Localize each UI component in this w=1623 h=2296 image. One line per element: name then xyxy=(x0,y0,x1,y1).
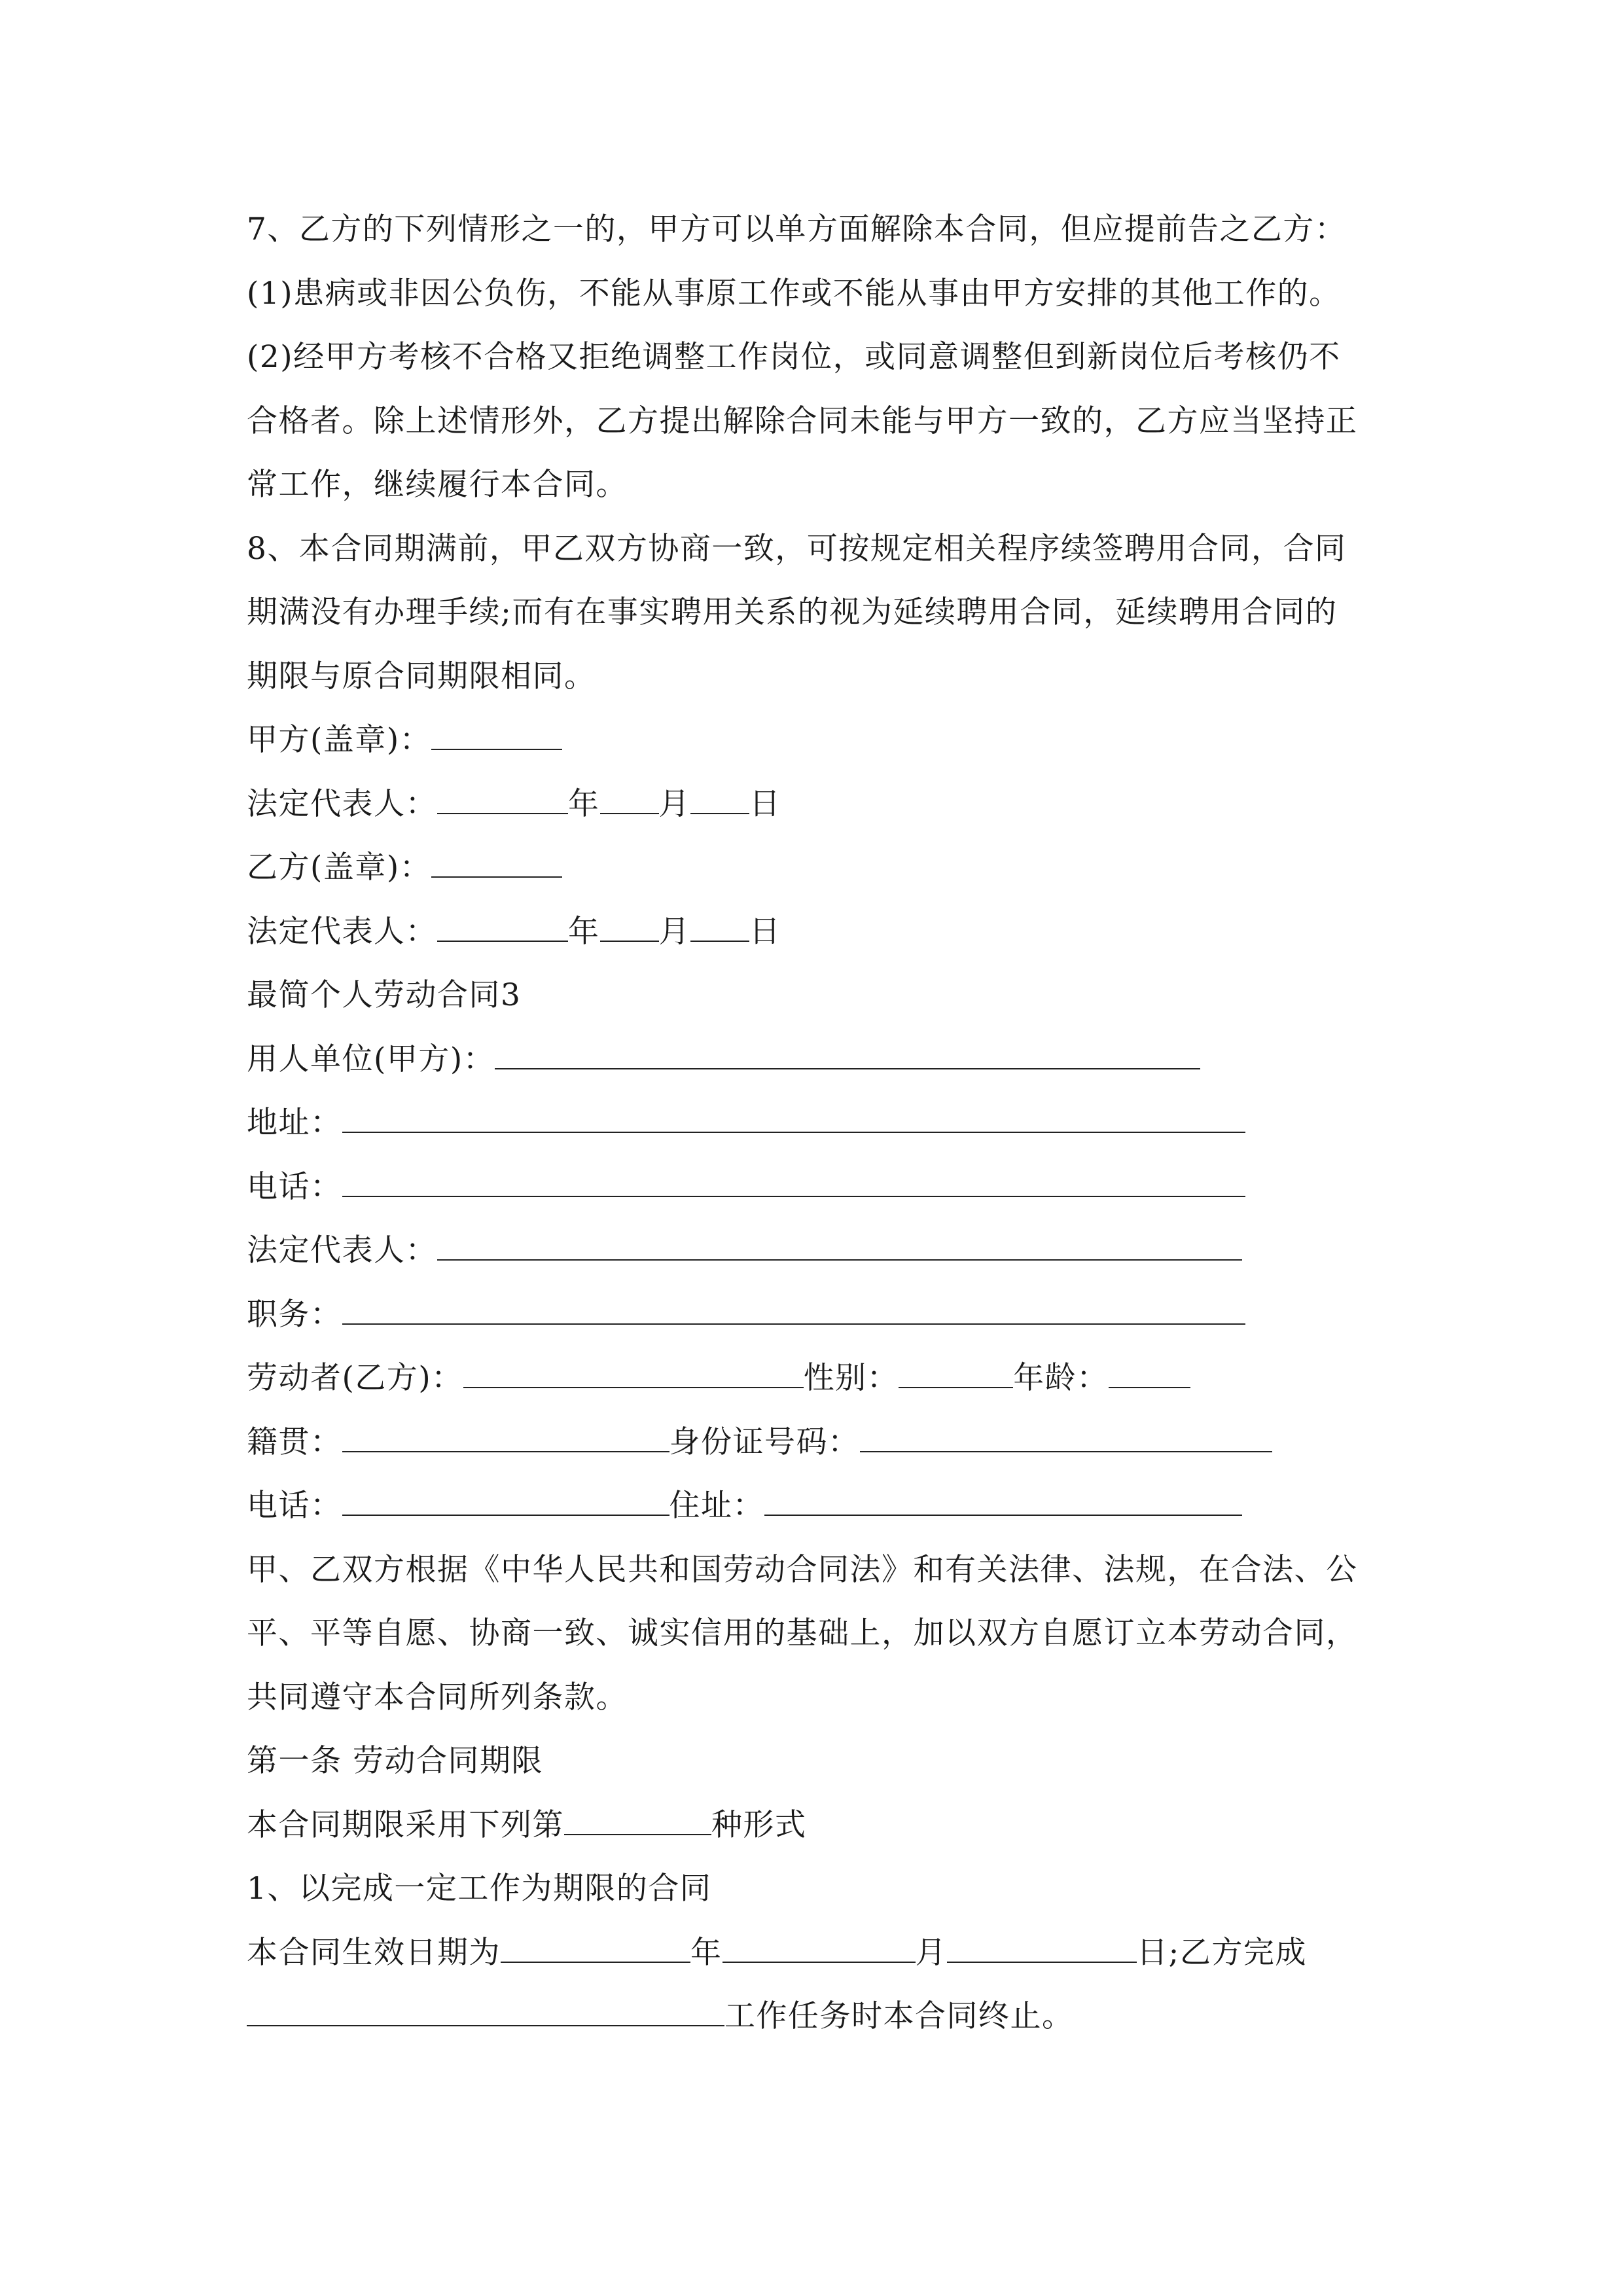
clause-8-end: 期限与原合同期限相同。 xyxy=(247,658,596,694)
address-row xyxy=(247,1091,1399,1155)
legal-rep-field-a[interactable] xyxy=(437,779,568,814)
employer-row xyxy=(247,1028,1399,1092)
clause-7-text: 7、乙方的下列情形之一的，甲方可以单方面解除本合同，但应提前告之乙方： xyxy=(247,211,1347,247)
month-label: 月 xyxy=(658,913,690,950)
term-form-row xyxy=(247,1793,1399,1857)
term-form-suffix: 种形式 xyxy=(711,1806,807,1843)
party-b-seal-row xyxy=(247,836,1399,900)
task-end-row xyxy=(247,1984,1399,2049)
preamble-line-2: 平、平等自愿、协商一致、诚实信用的基础上，加以双方自愿订立本劳动合同， xyxy=(247,1615,1358,1651)
id-number-label: 身份证号码： xyxy=(669,1424,860,1460)
effective-date-row xyxy=(247,1921,1399,1985)
effective-year-label: 年 xyxy=(690,1934,722,1971)
contract-3-title: 最简个人劳动合同3 xyxy=(247,977,522,1013)
position-label: 职务： xyxy=(247,1296,342,1333)
gender-field[interactable] xyxy=(899,1353,1013,1388)
day-field[interactable] xyxy=(690,906,749,942)
residence-field[interactable] xyxy=(764,1480,1242,1516)
legal-rep-field-c3[interactable] xyxy=(437,1225,1242,1261)
age-field[interactable] xyxy=(1109,1353,1190,1388)
preamble-line-3: 共同遵守本合同所列条款。 xyxy=(247,1679,628,1715)
party-b-seal-label: 乙方(盖章)： xyxy=(247,850,432,886)
party-b-seal-field[interactable] xyxy=(431,842,562,878)
origin-field[interactable] xyxy=(342,1417,669,1452)
legal-rep-label-b: 法定代表人： xyxy=(247,913,437,950)
task-contract-heading: 1、以完成一定工作为期限的合同 xyxy=(247,1871,712,1907)
position-field[interactable] xyxy=(342,1289,1245,1325)
effective-year-field[interactable] xyxy=(501,1928,690,1963)
party-a-seal-label: 甲方(盖章)： xyxy=(247,722,432,758)
legal-rep-row-c3 xyxy=(247,1219,1399,1283)
effective-day-field[interactable] xyxy=(947,1928,1137,1963)
day-label: 日 xyxy=(749,913,781,950)
phone-field[interactable] xyxy=(342,1162,1245,1197)
origin-row xyxy=(247,1410,1399,1475)
preamble-line-1: 甲、乙双方根据《中华人民共和国劳动合同法》和有关法律、法规，在合法、公 xyxy=(247,1551,1358,1588)
legal-rep-row-b xyxy=(247,900,1399,964)
effective-month-field[interactable] xyxy=(722,1928,916,1963)
month-field[interactable] xyxy=(600,906,659,942)
position-row xyxy=(247,1283,1399,1347)
clause-8-cont: 期满没有办理手续;而有在事实聘用关系的视为延续聘用合同，延续聘用合同的 xyxy=(247,594,1338,630)
day-label: 日 xyxy=(749,785,781,822)
phone-residence-row xyxy=(247,1474,1399,1538)
address-label: 地址： xyxy=(247,1105,342,1141)
day-field[interactable] xyxy=(690,779,749,814)
document-body xyxy=(247,198,1399,2049)
address-field[interactable] xyxy=(342,1098,1245,1133)
residence-label: 住址： xyxy=(669,1488,764,1524)
phone-row xyxy=(247,1155,1399,1219)
worker-phone-label: 电话： xyxy=(247,1488,342,1524)
party-b-completes-label: 日;乙方完成 xyxy=(1137,1934,1307,1971)
id-number-field[interactable] xyxy=(860,1417,1272,1452)
worker-field[interactable] xyxy=(463,1353,804,1388)
effective-month-label: 月 xyxy=(915,1934,947,1971)
age-label: 年龄： xyxy=(1013,1360,1109,1396)
worker-row xyxy=(247,1346,1399,1410)
clause-7-item-2-cont: 合格者。除上述情形外，乙方提出解除合同未能与甲方一致的，乙方应当坚持正 xyxy=(247,403,1358,439)
gender-label: 性别： xyxy=(803,1360,899,1396)
worker-phone-field[interactable] xyxy=(342,1480,669,1516)
year-label: 年 xyxy=(568,785,600,822)
month-field[interactable] xyxy=(600,779,659,814)
origin-label: 籍贯： xyxy=(247,1424,342,1460)
task-description-field[interactable] xyxy=(247,1991,724,2026)
party-a-seal-row xyxy=(247,708,1399,772)
clause-7-item-2: (2)经甲方考核不合格又拒绝调整工作岗位，或同意调整但到新岗位后考核仍不 xyxy=(247,339,1341,375)
employer-field[interactable] xyxy=(495,1034,1200,1069)
article-1-heading: 第一条 劳动合同期限 xyxy=(247,1743,543,1779)
legal-rep-field-b[interactable] xyxy=(437,906,568,942)
clause-8-text: 8、本合同期满前，甲乙双方协商一致，可按规定相关程序续签聘用合同，合同 xyxy=(247,530,1347,567)
clause-7-item-2-end: 常工作，继续履行本合同。 xyxy=(247,467,628,503)
party-a-seal-field[interactable] xyxy=(431,715,562,750)
phone-label: 电话： xyxy=(247,1168,342,1205)
term-form-prefix: 本合同期限采用下列第 xyxy=(247,1806,564,1843)
task-end-label: 工作任务时本合同终止。 xyxy=(724,1998,1074,2034)
legal-rep-row-a xyxy=(247,772,1399,836)
employer-label: 用人单位(甲方)： xyxy=(247,1041,495,1077)
worker-label: 劳动者(乙方)： xyxy=(247,1360,463,1396)
term-form-field[interactable] xyxy=(564,1800,711,1835)
legal-rep-label-a: 法定代表人： xyxy=(247,785,437,822)
month-label: 月 xyxy=(658,785,690,822)
clause-7-item-1: (1)患病或非因公负伤，不能从事原工作或不能从事由甲方安排的其他工作的。 xyxy=(247,275,1341,312)
year-label: 年 xyxy=(568,913,600,950)
effective-prefix: 本合同生效日期为 xyxy=(247,1934,501,1971)
legal-rep-label-c3: 法定代表人： xyxy=(247,1232,437,1268)
